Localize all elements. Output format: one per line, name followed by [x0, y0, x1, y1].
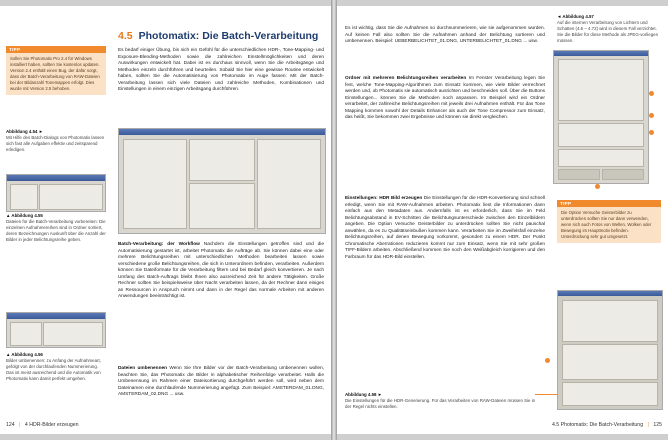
section-heading: [118, 30, 328, 42]
figure-caption-4-57: [557, 14, 661, 44]
caption-text: Bilder umbenennen: zu Anfang der Aufnahmeart, gefolgt von der durchlaufenden Nummerierung. Das ist meist ausreichend und die Automatik von Photomatix kann damit perfekt umgehen.: [6, 358, 101, 381]
footer-separator: |: [647, 422, 649, 428]
workflow-heading: Batch-Verarbeitung: der Workflow: [118, 242, 200, 247]
top-text: Es ist wichtig, dass Sie die Aufnahmen so durchnummerieren, wie sie aufgenommen wurden. Auf keinen Fall also sollten Sie die Aufnahmen anhand der Belichtung sortieren und umbenennen. Beispiel: UEBERBELICHTET_01.DNG, UNTERBELICHTET_01.DNG ... usw.: [345, 26, 545, 45]
figure-caption-4-58: [345, 392, 540, 410]
workflow-paragraph: [118, 242, 324, 304]
callout-marker: [649, 113, 654, 118]
top-paragraph: [345, 26, 545, 49]
callout-marker: [649, 91, 654, 96]
footer-separator: |: [19, 422, 21, 428]
rename-text: Wenn Sie Ihre Bilder vor der Batch-Verarbeitung umbenennen wollen, beachten Sie, das Photomatix die Bilder in alphabetischer Reihenfolge verarbeitet. Halls die Umbenennung im Rahmen einer Dateisortierung durchgeführt werden soll, wird neben dem Dateinamen eine durchlaufende Nummerierung angefügt. Zum Beispiel: AMSTERDAM_01.DNG, AMSTERDAM_02.DNG ... usw.: [118, 366, 324, 398]
hdr-settings-text: Die Einstellungen für die HDR-Konvertierung sind schnell erledigt, wenn Sie mit RAW-Aufnahmen arbeiten. Photomatix liest die Informationen dann einfach aus den Metadaten aus. Andernfalls ist es erforderlich, dass Sie im Feld Belichtungsabstand in EV-Schritten die Belichtungsunterschiede zwischen den Einzelbildern angeben. Die Option Versuche Geisterbilder zu unterdrücken sollten Sie nicht pauschal anwählen, da es zu Qualitätseinbußen kommen kann. Verarbeiten Sie im Zweifelsfall einzelne Belichtungsreihen, auf denen Bewegung vorkommt, gesondert zu einem HDR. Der Punkt Chromatische Aberrationen reduzieren kommt nur zum Einsatz, wenn Sie mit sehr großen TIFF-Bildern arbeiten. Abschließend kommen Sie noch den Weißabgleich korrigieren und den Farbraum für das HDR-Bild einstellen.: [345, 196, 545, 260]
caption-text: Die Einstellungen für die HDR-Generierung. Für das Verarbeiten von RAW-Dateien müssen Sie in der Regel nichts einstellen.: [345, 398, 536, 409]
tip-label: TIPP: [6, 46, 106, 53]
caption-title: Abbildung 4.54 ►: [6, 129, 44, 134]
section-number: 4.5: [118, 30, 133, 42]
callout-marker: [595, 184, 600, 189]
intro-text: Es bedarf einiger Übung, bis sich ein Gefühl für die unterschiedlichen HDR-, Tone-Mapping- und Exposure-Blending-Methoden sowie die zahlreichen Einstellmöglichkeiten und deren Auswirkungen entwickelt hat. Dabei ist es durchaus sinnvoll, wenn Sie die Arbeitsgänge und Methoden einzeln durchführen und beurteilen. Sobald Sie hier eine gewisse Routine entwickelt haben, sollten Sie die Automatisierung von Photomatix im Auge fassen: Mit der Batch-Verarbeitung lassen sich viele Dateien und zahlreiche Methoden, Kombinationen und Einstellungen in einem einzigen Arbeitsgang durchführen.: [118, 48, 324, 93]
caption-title: ▲ Abbildung 4.55: [6, 213, 43, 218]
figure-4-56-image: [6, 312, 106, 348]
section-title: Photomatix: Die Batch-Verarbeitung: [138, 30, 319, 42]
callout-marker: [545, 358, 550, 363]
caption-text: Dateien für die Batch-Verarbeitung vorbereiten: Die einzelnen Aufnahmereihen sind in Ordner sortiert, deren Bezeichnungen Auskunft über die Anzahl der Bilder in jeder Belichtungsreihe geben.: [6, 219, 106, 242]
caption-text: Auf die internen Verarbeitung von Lichtern und Schatten (4.6 – 4.72) wird in diesem Fall verzichtet. Sie die Bilder für diese Methode als JPEG-vorliegen müssen.: [557, 20, 659, 43]
figure-4-55-image: [6, 174, 106, 212]
tip-text: Sollen Sie Photomatix Pro 2.4 für Windows installiert haben, sollten Sie kostenlos updaten. Version 2.4 enthält einen Bug, der dafür sorgt, dass der Batch-Verarbeitung von RAW-Dateien bei der Bildanzahl Tonemappen erfolgt. Dies wurde mit Version 2.5 behoben.: [6, 53, 106, 95]
left-page: [0, 6, 331, 434]
figure-caption-4-56: [6, 352, 106, 382]
right-footer: [552, 422, 662, 428]
right-page: [337, 6, 668, 434]
footer-page-number: 124: [6, 422, 15, 428]
caption-title: Abbildung 4.58 ►: [345, 392, 383, 397]
hdr-settings-heading: Einstellungen: HDR Bild erzeugen: [345, 196, 423, 201]
caption-title: ◄ Abbildung 4.57: [557, 14, 594, 19]
figure-caption-4-54: [6, 129, 106, 153]
footer-chapter: 4.5 Photomatix: Die Batch-Verarbeitung: [551, 422, 644, 428]
tip-box: [6, 46, 106, 95]
figure-4-58-image: [557, 290, 663, 410]
figure-4-57-image: [553, 50, 649, 184]
footer-chapter: 4 HDR-Bilder erzeugen: [24, 422, 79, 428]
figure-4-54-image: [118, 128, 326, 234]
figure-caption-4-55: [6, 213, 106, 243]
tip-text: Die Option Versuche Geisterbilder zu unterdrücken sollten Sie nur dann verwenden, wenn sich auch Fotos von Wellen, Wolken oder Bewegung im Hauptmotiv befinden. Unterdrückung sehr gut umgesetzt.: [557, 207, 661, 243]
left-footer: [6, 422, 79, 428]
caption-text: Mit Hilfe des Batch-Dialogs von Photomatix lassen sich fast alle Aufgaben effektiv und zeitsparend erledigen.: [6, 135, 105, 152]
folders-heading: Ordner mit mehreren Belichtungsreihen verarbeiten: [345, 76, 467, 81]
tip-box-right: [557, 200, 661, 243]
footer-page-number: 125: [653, 422, 662, 428]
caption-title: ▲ Abbildung 4.56: [6, 352, 43, 357]
intro-paragraph: [118, 48, 324, 97]
rename-paragraph: [118, 366, 324, 402]
hdr-settings-paragraph: [345, 196, 545, 264]
rename-heading: Dateien umbenennen: [118, 366, 168, 371]
folders-text: Im Fenster Verarbeitung legen Sie fest, welche Tone-Mapping-Algorithmen zum Einsatz kommen, wie viele Bilder verrechnet werden und, ob Photomatix sie automatisch ausrichten und beschneiden soll. Über die Buttons Einstellungen... können Sie die Methoden noch anpassen. Im Beispiel wird ein Ordner verarbeitet, der zahlreiche Belichtungsreihen mit jeweils drei Aufnahmen enthält. Für das Tone Mapping kommen sowohl der Details Enhancer als auch der Tone Compressor zum Einsatz, das heißt, Sie bekommen zwei Ergebnisse und können sie direkt vergleichen.: [345, 76, 546, 121]
workflow-text: Nachdem die Einstellungen getroffen sind und die Automatisierung gestartet ist, arbeitet Photomatix die Aufträge ab. Sie können dabei eine oder mehrere Belichtungsreihen mit unterschiedlichen Methoden bearbeiten lassen sowie verschiedene große Belichtungsreihen, die sich in Unterordnern befinden, verarbeiten. Außerdem können Sie Dateiformate für die Verarbeitung filtern und bei Bedarf gleich konvertieren. Je nach Umfang des Batch-Auftrags bleibt Ihnen also ausreichend Zeit für andere Tätigkeiten. Große Rechner sollten Sie beispielsweise über Nacht verarbeiten lassen, da der Rechner dann einiges an Ressourcen in Anspruch nimmt und dann in der Regel das normale Arbeiten mit anderen Anwendungen beeinträchtigt ist.: [118, 242, 324, 300]
folders-paragraph: [345, 76, 545, 125]
tip-label: TIPP: [557, 200, 661, 207]
callout-marker: [649, 130, 654, 135]
